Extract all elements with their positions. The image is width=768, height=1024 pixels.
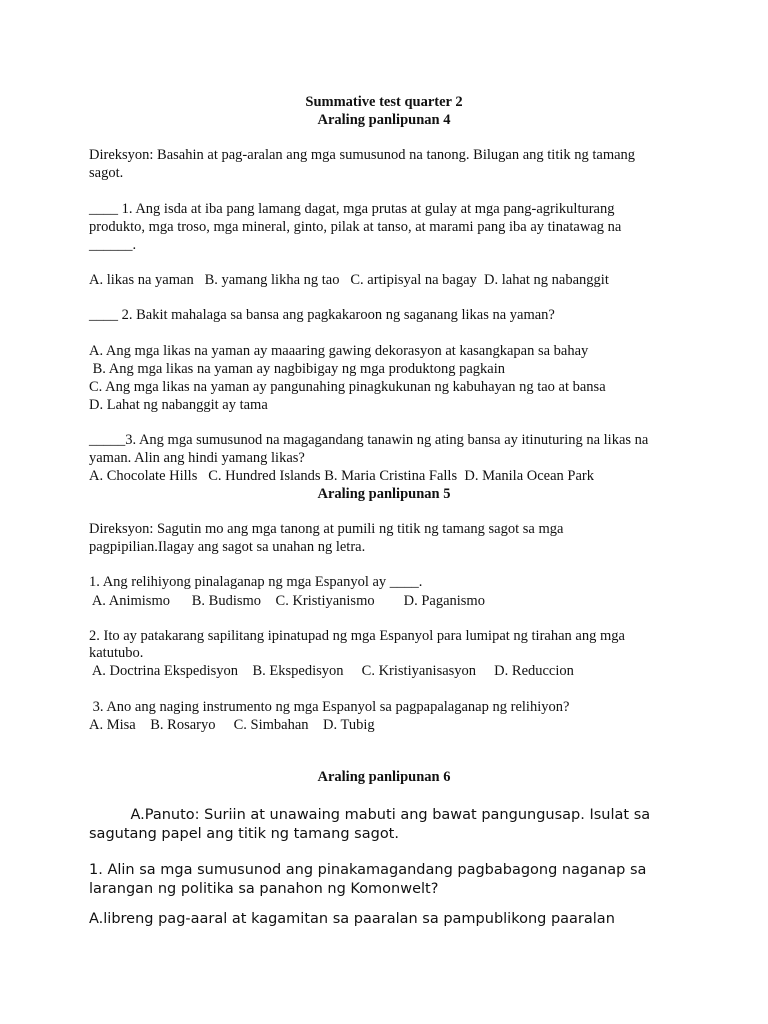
- ap5-q1: 1. Ang relihiyong pinalaganap ng mga Espanyol ay ____.: [89, 574, 423, 590]
- ap4-q2-choice: C. Ang mga likas na yaman ay pangunahing pinagkukunan ng kabuhayan ng tao at bansa: [89, 379, 606, 395]
- ap5-q3: 3. Ano ang naging instrumento ng mga Espanyol sa pagpapalaganap ng relihiyon?: [89, 699, 570, 715]
- ap5-q1-choices: A. Animismo B. Budismo C. Kristiyanismo D. Paganismo: [89, 593, 485, 609]
- ap5-q2-choices: A. Doctrina Ekspedisyon B. Ekspedisyon C. Kristiyanisasyon D. Reduccion: [89, 663, 574, 679]
- ap4-direction-line-2: sagot.: [89, 165, 124, 181]
- ap5-q3-choices: A. Misa B. Rosaryo C. Simbahan D. Tubig: [89, 717, 375, 733]
- section-heading-ap6: Araling panlipunan 6: [317, 769, 451, 785]
- section-heading-ap4: Araling panlipunan 4: [317, 112, 451, 128]
- ap4-q2-choice: D. Lahat ng nabanggit ay tama: [89, 397, 268, 413]
- ap4-direction-line-1: Direksyon: Basahin at pag-aralan ang mga sumusunod na tanong. Bilugan ang titik ng tamang: [89, 147, 636, 163]
- ap4-q2-choice: B. Ang mga likas na yaman ay nagbibigay ng mga produktong pagkain: [89, 361, 505, 377]
- ap4-q1-line-1: ____ 1. Ang isda at iba pang lamang dagat, mga prutas at gulay at mga pang-agrikulturang: [89, 201, 615, 217]
- ap5-direction-line-2: pagpipilian.Ilagay ang sagot sa unahan ng letra.: [89, 539, 366, 555]
- ap5-q2-line-1: 2. Ito ay patakarang sapilitang ipinatupad ng mga Espanyol para lumipat ng tirahan ang mga: [89, 628, 625, 644]
- ap4-q1-line-2: produkto, mga troso, mga mineral, ginto, pilak at tanso, at marami pang iba ay tinatawag na: [89, 219, 622, 235]
- ap6-q1-line-1: 1. Alin sa mga sumusunod ang pinakamagandang pagbabagong naganap sa: [89, 862, 647, 878]
- document-title: Summative test quarter 2: [305, 94, 463, 110]
- ap6-q1-choice-a: A.libreng pag-aaral at kagamitan sa paaralan sa pampublikong paaralan: [89, 911, 615, 927]
- ap6-direction-line-1: A.Panuto: Suriin at unawaing mabuti ang bawat pangungusap. Isulat sa: [89, 807, 651, 823]
- ap6-q1-line-2: larangan ng politika sa panahon ng Komonwelt?: [89, 881, 439, 897]
- ap4-q2-choice: A. Ang mga likas na yaman ay maaaring gawing dekorasyon at kasangkapan sa bahay: [89, 343, 589, 359]
- ap4-q2: ____ 2. Bakit mahalaga sa bansa ang pagkakaroon ng saganang likas na yaman?: [89, 307, 555, 323]
- ap4-q3-choices: A. Chocolate Hills C. Hundred Islands B. Maria Cristina Falls D. Manila Ocean Park: [89, 468, 595, 484]
- section-heading-ap5: Araling panlipunan 5: [317, 486, 451, 502]
- ap4-q1-choices: A. likas na yaman B. yamang likha ng tao C. artipisyal na bagay D. lahat ng nabanggit: [89, 272, 609, 288]
- ap5-q2-line-2: katutubo.: [89, 645, 144, 661]
- ap5-direction-line-1: Direksyon: Sagutin mo ang mga tanong at pumili ng titik ng tamang sagot sa mga: [89, 521, 564, 537]
- ap6-direction-line-2: sagutang papel ang titik ng tamang sagot.: [89, 826, 399, 842]
- ap4-q3-line-2: yaman. Alin ang hindi yamang likas?: [89, 450, 305, 466]
- ap4-q1-line-3: ______.: [89, 237, 137, 253]
- ap4-q3-line-1: _____3. Ang mga sumusunod na magagandang tanawin ng ating bansa ay itinuturing na likas na: [89, 432, 649, 448]
